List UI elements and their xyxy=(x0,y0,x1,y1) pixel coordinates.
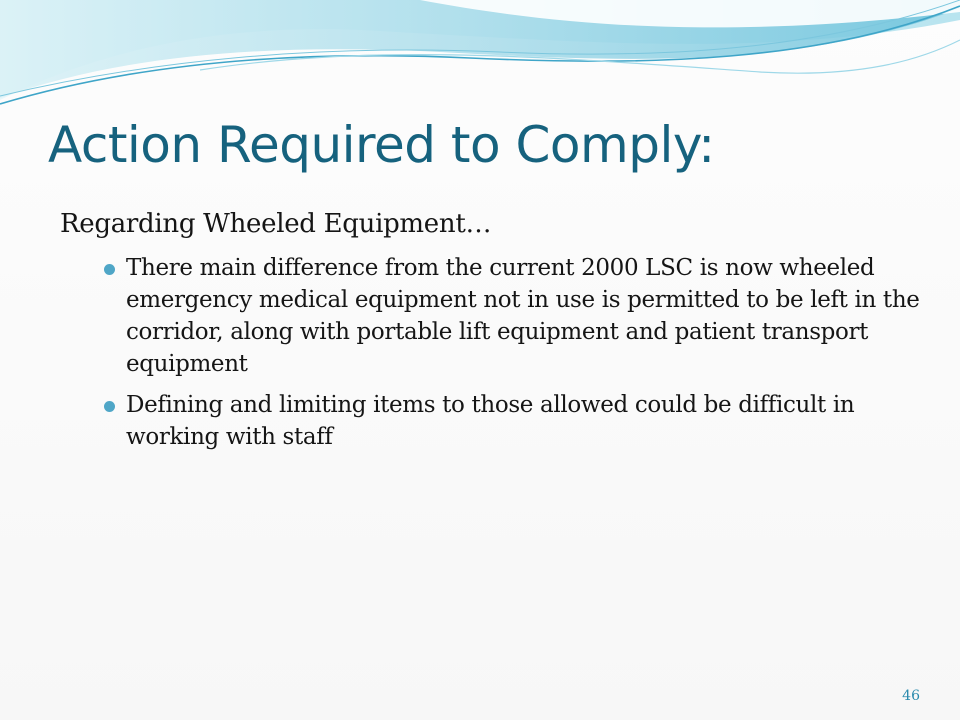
bullet-text: Defining and limiting items to those allowed could be difficult in working with staff xyxy=(126,391,855,450)
bullet-item xyxy=(126,389,920,453)
slide-title: Action Required to Comply: xyxy=(48,116,715,174)
bullet-list xyxy=(60,252,920,453)
bullet-item xyxy=(126,252,920,381)
bullet-dot-icon xyxy=(104,264,115,275)
header-wave-decoration xyxy=(0,0,960,130)
subheading: Regarding Wheeled Equipment… xyxy=(60,209,492,239)
bullet-dot-icon xyxy=(104,401,115,412)
bullet-text: There main difference from the current 2000 LSC is now wheeled emergency medical equipment not in use is permitted to be left in the corridor, along with portable lift equipment and patient transport equipment xyxy=(126,254,920,378)
slide-content xyxy=(60,208,920,461)
page-number: 46 xyxy=(902,688,920,704)
